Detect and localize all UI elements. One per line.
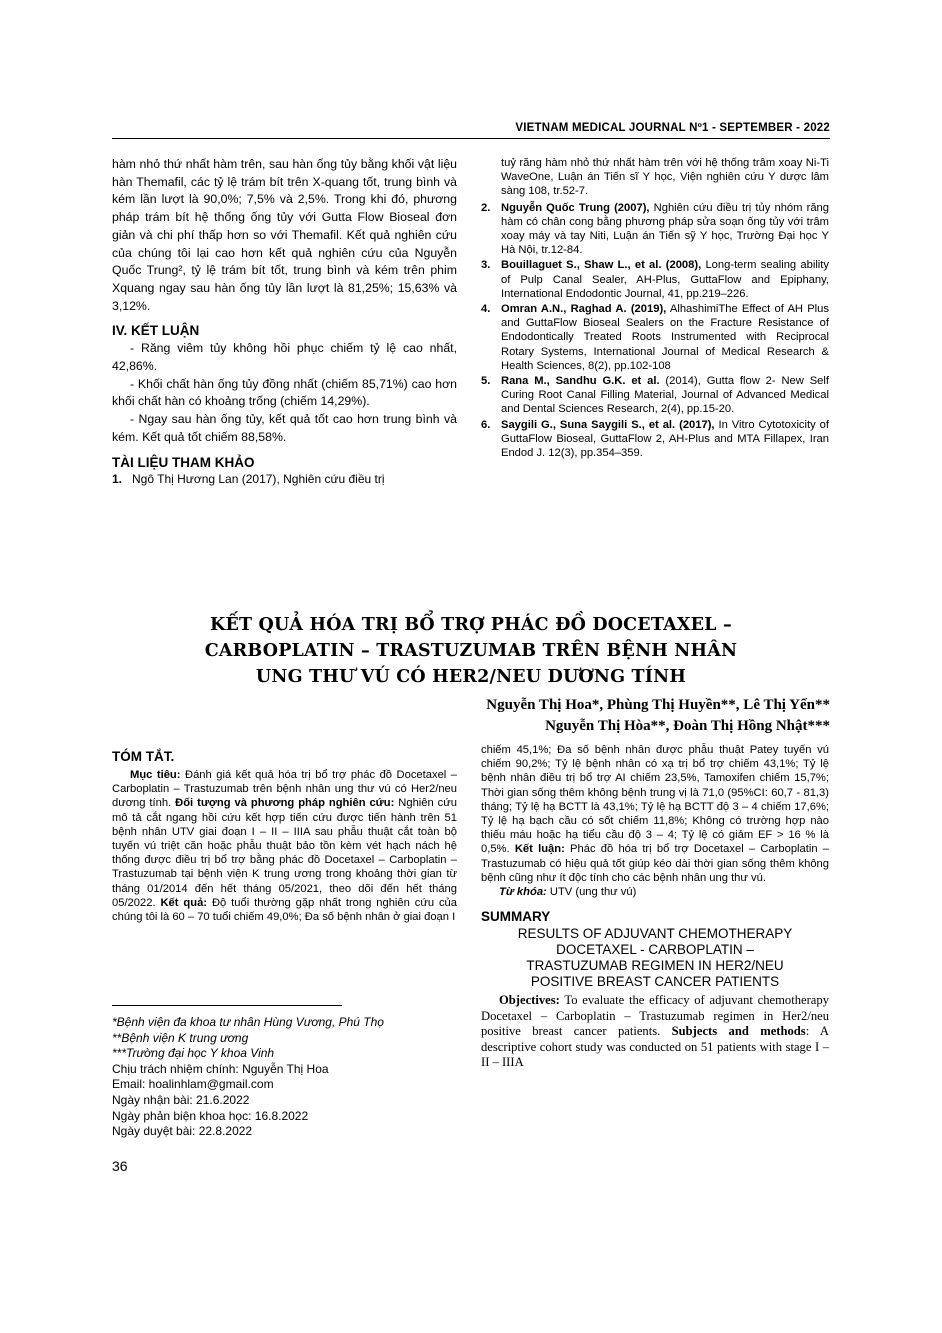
reference-item [112,472,457,486]
reference-authors: Rana M., Sandhu G.K. et al. [501,375,660,388]
reference-authors: Omran A.N., Raghad A. (2019), [501,303,667,316]
conclusion-item: - Ngay sau hàn ống tủy, kết quả tốt cao hơn trung bình và kém. Kết quả tốt chiếm 88,58%. [112,412,457,444]
summary-paragraph [481,993,829,1071]
reference-item [481,418,829,461]
conclusion-label: Kết luận: [514,843,565,856]
objective-text: Đánh giá kết quả hóa trị bổ trợ phác đồ Docetaxel – Carboplatin – Trastuzumab trên bệnh nhân ung thư vú có Her2/neu dương tính. [112,769,457,810]
reference-number: 3. [481,259,491,272]
reference-text: (2014), Gutta flow 2- New Self Curing Root Canal Filling Material, Journal of Advanced Medical and Dental Sciences Research, 2(4), pp.15-20. [501,375,829,416]
reference-authors: Bouillaguet S., Shaw L., et al. (2008), [501,259,702,272]
conclusion-item: - Khối chất hàn ống tủy đồng nhất (chiếm 85,71%) cao hơn khối chất hàn có khoảng trống (chiếm 14,29%). [112,376,457,409]
conclusion-heading: IV. KẾT LUẬN [112,323,200,339]
received-date: Ngày nhận bài: 21.6.2022 [112,1092,250,1107]
methods-label-en: Subjects and methods [671,1024,806,1039]
abstract-right-column [481,743,829,1071]
reference-authors: Saygili G., Suna Saygili S., et al. (2017), [501,418,715,431]
summary-title-line: POSITIVE BREAST CANCER PATIENTS [530,974,780,990]
footnote-rule [112,1005,342,1006]
article-authors [112,695,830,737]
affiliation: ***Trường đại học Y khoa Vinh [112,1046,275,1061]
abstract-heading: TÓM TẮT. [112,749,175,764]
reference-continuation: tuỷ răng hàm nhỏ thứ nhất hàm trên với hệ thống trâm xoay Ni-Ti WaveOne, Luận án Tiến sĩ Y học, Viện nghiên cứu Y dược lâm sàng 108, tr.52-7. [501,157,829,198]
reference-authors: Nguyễn Quốc Trung (2007), [501,201,650,214]
references-heading: TÀI LIỆU THAM KHẢO [112,454,255,470]
reference-item [481,258,829,301]
abstract-continuation [481,743,829,885]
summary-title-line: DOCETAXEL - CARBOPLATIN – [556,942,754,958]
results-label: Kết quả: [160,896,208,909]
summary-title-line: RESULTS OF ADJUVANT CHEMOTHERAPY [517,926,793,942]
article-title-line: UNG THƯ VÚ CÓ HER2/NEU DƯƠNG TÍNH [255,667,687,687]
methods-label: Đối tượng và phương pháp nghiên cứu: [175,797,395,810]
objectives-label: Objectives: [499,993,560,1008]
abstract-paragraph [112,768,457,924]
reference-number: 2. [481,201,491,214]
authors-line: Nguyễn Thị Hoa*, Phùng Thị Huyền**, Lê Thị Yến** [486,697,830,713]
methods-text-en: : A descriptive cohort study was conducted on 51 patients with stage I – II – IIIA [481,1024,830,1070]
reference-authors: Ngô Thị Hương Lan (2017) [132,471,277,486]
reference-item [481,201,829,258]
keywords-label: Từ khóa: [499,886,547,899]
results-text: Độ tuổi thường gặp nhất trong nghiên cứu của chúng tôi là 60 – 70 tuổi chiếm 49,0%; Đa số bệnh nhân ở giai đoạn I [112,896,458,924]
article-title [112,612,830,690]
abstract-left-column [112,749,457,924]
reference-text: , Nghiên cứu điều trị [276,471,385,486]
prev-article-right-column [481,156,829,461]
reference-number: 1. [112,471,123,486]
objective-label: Mục tiêu: [130,769,181,781]
keywords [481,885,829,899]
methods-text: Nghiên cứu mô tả cắt ngang hồi cứu kết hợp tiến cứu được tiến hành trên 51 bệnh nhân UTV giai đoạn I – II – IIIA sau phẫu thuật cắt toàn bộ tuyến vú triệt căn hoặc phẫu thuật bảo tồn kèm vét hạch nách hệ thống được điều trị bổ trợ bằng phác đồ Docetaxel – Carboplatin – Trastuzumab tại bệnh viện K trung ương trong khoảng thời gian từ tháng 01/2014 đến hết tháng 05/2021, theo dõi đến hết tháng 05/2022. [112,797,457,909]
email: Email: hoalinhlam@gmail.com [112,1077,274,1092]
reference-list [481,201,829,461]
affiliation: *Bệnh viện đa khoa tư nhân Hùng Vương, Phú Thọ [112,1015,384,1029]
conclusion-item: - Răng viêm tủy không hồi phục chiếm tỷ lệ cao nhất, 42,86%. [112,341,457,374]
article-title-line: KẾT QUẢ HÓA TRỊ BỔ TRỢ PHÁC ĐỒ DOCETAXEL – [210,615,732,635]
prev-article-left-column [112,156,457,487]
reference-number: 6. [481,418,491,431]
summary-heading: SUMMARY [481,909,551,925]
review-date: Ngày phản biện khoa học: 16.8.2022 [112,1108,309,1123]
header-rule [112,138,830,139]
reference-text: Nghiên cứu điều trị tủy nhóm răng hàm có chân cong bằng phương pháp sửa soạn ống tủy với trâm xoay máy và tay Niti, Luận án Tiến sỹ Y học, Trường Đại học Y Hà Nội, tr.12-84. [501,201,829,257]
reference-text: AlhashimiThe Effect of AH Plus and GuttaFlow Bioseal Sealers on the Fracture Resistance of Endodontically Treated Roots Instrumented with Reciprocal Rotary Systems, International Journal of Medical Research & Health Sciences, 8(2), pp.102-108 [501,303,829,372]
summary-title [481,926,829,990]
results-continuation: chiếm 45,1%; Đa số bệnh nhân được phẫu thuật Patey tuyến vú chiếm 90,2%; Tỷ lệ bệnh nhân có xạ trị bổ trợ chiếm 43,1%; Tỷ lệ bệnh nhân điều trị bổ trợ AI chiếm 23,5%, Tamoxifen chiếm 15,7%; Thời gian sống thêm không bệnh trung vị là 71,0 (95%CI: 60,7 - 81,3) tháng; Tỷ lệ hạ BCTT là 43,1%; Tỷ lệ hạ BCTT độ 3 – 4 chiếm 17,6%; Tỷ lệ hạ bạch cầu có sốt chiếm 11,8%; Không có trường hợp nào thiếu máu hoặc hạ tiểu cầu độ 3 – 4; Tỷ lệ có giảm EF > 16 % là 0,5%. [481,744,829,856]
footnotes [112,1015,457,1140]
reference-text: Long-term sealing ability of Pulp Canal Sealer, AH-Plus, GuttaFlow and Epiphany, International Endodontic Journal, 41, pp.219–226. [501,259,829,300]
corresponding-author: Chịu trách nhiệm chính: Nguyễn Thị Hoa [112,1061,329,1076]
objectives-text: To evaluate the efficacy of adjuvant chemotherapy Docetaxel – Carboplatin – Trastuzumab regimen in Her2/neu positive breast cancer patients. [481,993,829,1039]
reference-item [481,374,829,417]
keywords-text: UTV (ung thư vú) [546,886,637,899]
authors-line: Nguyễn Thị Hòa**, Đoàn Thị Hồng Nhật*** [545,718,830,734]
discussion-paragraph: hàm nhỏ thứ nhất hàm trên, sau hàn ống tủy bằng khối vật liệu hàn Themafil, các tỷ lệ trám bít trên X-quang tốt, trung bình và kém lần lượt là 90,0%; 7,5% và 2,5%. Trong khi đó, phương pháp trám bít hệ thống ống tủy với Gutta Flow Bioseal đơn giản và chi phí thấp hơn so với Themafil. Kết quả nghiên cứu của chúng tôi lại cao hơn kết quả nghiên cứu của Nguyễn Quốc Trung², tỷ lệ trám bít tốt, trung bình và kém trên phim Xquang ngay sau hàn ống tủy lần lượt là 81,25%; 15,63% và 3,12%. [112,157,457,313]
page-number: 36 [112,1158,128,1174]
accepted-date: Ngày duyệt bài: 22.8.2022 [112,1124,253,1139]
reference-number: 4. [481,303,491,316]
reference-list-start [112,472,457,486]
summary-title-line: TRASTUZUMAB REGIMEN IN HER2/NEU [526,958,784,974]
reference-item [481,302,829,373]
reference-text: In Vitro Cytotoxicity of GuttaFlow Bioseal, GuttaFlow 2, AH-Plus and MTA Fillapex, Iran Endod J. 12(3), pp.354–359. [501,418,829,460]
article-title-line: CARBOPLATIN – TRASTUZUMAB TRÊN BỆNH NHÂN [204,641,738,661]
running-header: VIETNAM MEDICAL JOURNAL Nº1 - SEPTEMBER - 2022 [515,122,830,134]
conclusion-text: Phác đồ hóa trị bổ trợ Docetaxel – Carboplatin – Trastuzumab có hiệu quả tốt giúp kéo dài thời gian sống thêm không bệnh cũng như ít độc tính cho các bệnh nhân ung thư vú. [481,843,830,884]
reference-number: 5. [481,375,491,388]
affiliation: **Bệnh viện K trung ương [112,1030,249,1045]
